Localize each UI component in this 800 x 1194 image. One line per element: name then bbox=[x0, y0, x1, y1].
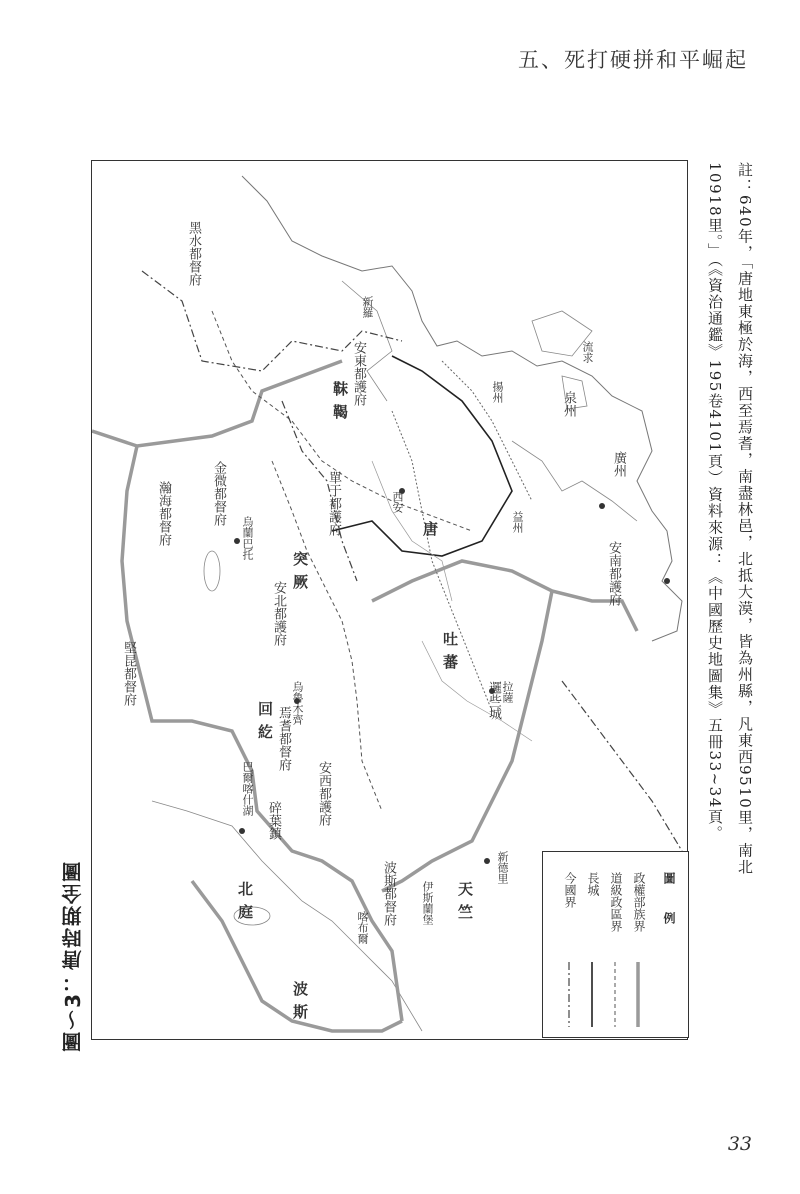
label-jinwei: 金微都督府 bbox=[211, 461, 226, 526]
figure-title: 圖～3：唐時期全圖 bbox=[61, 860, 85, 1052]
legend-item: 今國界 bbox=[563, 872, 577, 908]
label-jiankun: 堅昆都督府 bbox=[121, 641, 136, 706]
city-marker bbox=[599, 503, 605, 509]
label-lhasa: 邏些城 bbox=[486, 681, 501, 720]
label-yizhou: 益州 bbox=[511, 511, 524, 533]
label-yangzhou: 揚州 bbox=[491, 381, 504, 403]
lake bbox=[204, 551, 220, 591]
label-quanzhou: 泉州 bbox=[561, 391, 576, 417]
political-boundary bbox=[382, 591, 552, 891]
note-line: 註：640年，「唐地東極於海，西至焉耆，南盡林邑，北抵大漠，皆為州縣，凡東西9510里，南北 bbox=[736, 162, 754, 876]
legend-item: 長城 bbox=[586, 872, 600, 896]
legend-title: 圖 例 bbox=[662, 872, 676, 932]
political-boundary bbox=[372, 561, 637, 631]
map-legend bbox=[542, 851, 689, 1038]
label-tang: 唐 bbox=[421, 521, 439, 544]
label-lasa: 拉薩 bbox=[501, 681, 514, 703]
label-hanhai: 瀚海都督府 bbox=[156, 481, 171, 546]
label-baerkashi: 巴爾喀什湖 bbox=[241, 761, 254, 816]
label-anxi: 安西都護府 bbox=[316, 761, 331, 826]
map-figure bbox=[91, 160, 688, 1040]
label-xian: 西安 bbox=[391, 491, 404, 513]
label-xinluo: 新羅 bbox=[361, 296, 374, 318]
river bbox=[422, 641, 532, 741]
label-yanqi: 焉耆都督府 bbox=[276, 706, 291, 771]
label-urumqi: 烏魯木齊 bbox=[291, 681, 304, 725]
label-annan: 安南都護府 bbox=[606, 541, 621, 606]
label-anbei: 安北都護府 bbox=[271, 581, 286, 646]
legend-item: 政權部族界 bbox=[632, 872, 646, 932]
label-tubo: 吐蕃 bbox=[441, 631, 459, 677]
label-kabul: 喀布爾 bbox=[356, 911, 369, 944]
label-beiting: 北庭 bbox=[236, 881, 254, 927]
label-taiwan: 流求 bbox=[581, 341, 594, 363]
city-marker bbox=[484, 858, 490, 864]
label-mohe: 靺鞨 bbox=[331, 381, 349, 427]
label-wulan: 烏蘭巴托 bbox=[241, 516, 254, 560]
label-heishui: 黑水都督府 bbox=[186, 221, 201, 286]
page-number: 33 bbox=[727, 1133, 752, 1155]
political-boundary bbox=[92, 361, 342, 446]
label-newdelhi: 新德里 bbox=[496, 851, 509, 884]
city-marker bbox=[239, 828, 245, 834]
note-line: 10918里。」（《資治通鑑》195卷4101頁）資料來源：《中國歷史地圖集》五冊33~34頁。 bbox=[706, 162, 724, 842]
figure-note bbox=[700, 162, 760, 1042]
city-marker bbox=[664, 578, 670, 584]
label-tianzhu: 天竺 bbox=[456, 881, 474, 927]
label-islamabad: 伊斯蘭堡 bbox=[421, 881, 434, 925]
circuit-boundary bbox=[442, 361, 532, 501]
label-shanyu: 單于都護府 bbox=[326, 471, 341, 536]
label-andong: 安東都護府 bbox=[351, 341, 366, 406]
label-guangzhou: 廣州 bbox=[611, 451, 626, 477]
label-bosi-dufu: 波斯都督府 bbox=[381, 861, 396, 926]
modern-border bbox=[562, 681, 682, 851]
running-head: 五、死打硬拼和平崛起 bbox=[518, 48, 748, 72]
label-tujue: 突厥 bbox=[291, 551, 309, 597]
legend-item: 道級政區界 bbox=[609, 872, 623, 932]
label-suiye: 碎葉鎮 bbox=[266, 801, 281, 840]
label-bosi: 波斯 bbox=[291, 981, 309, 1027]
city-marker bbox=[234, 538, 240, 544]
label-huihe: 回紇 bbox=[256, 701, 274, 747]
